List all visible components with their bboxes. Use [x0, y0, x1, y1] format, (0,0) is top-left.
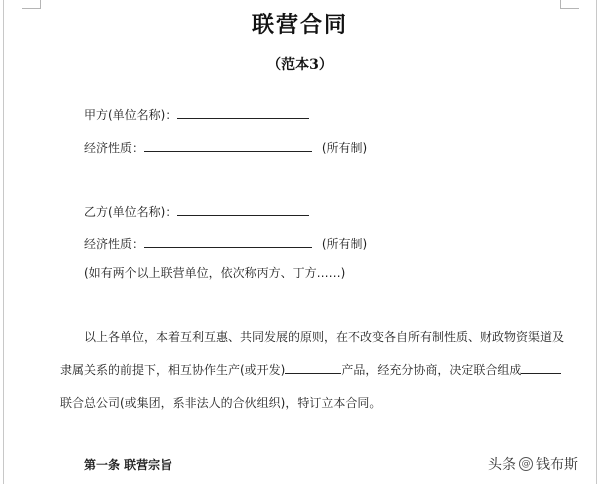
party-a-nature-label: 经济性质： [84, 141, 145, 155]
watermark-author: 钱布斯 [536, 457, 578, 473]
article-1-heading: 第一条 联营宗旨 [84, 458, 173, 472]
party-a-name-row [84, 106, 309, 123]
party-b-name-label: 乙方(单位名称)： [84, 205, 178, 219]
party-b-name-row [84, 203, 309, 220]
party-a-ownership-suffix: (所有制) [321, 141, 368, 155]
watermark-prefix: 头条 [488, 457, 516, 473]
company-name-blank[interactable] [521, 361, 561, 374]
party-b-name-blank[interactable] [177, 203, 309, 216]
preamble-line-2-start: 隶属关系的前提下，相互协作生产(或开发) [60, 363, 286, 377]
watermark [488, 454, 578, 474]
document-subtitle: （范本3） [267, 57, 333, 73]
party-a-nature-row [84, 139, 367, 156]
document-title: 联营合同 [251, 12, 348, 38]
party-b-nature-blank[interactable] [144, 235, 312, 248]
party-a-name-label: 甲方(单位名称)： [84, 108, 178, 122]
party-b-nature-label: 经济性质： [84, 237, 145, 251]
preamble-line-1: 以上各单位，本着互利互惠、共同发展的原则，在不改变各自所有制性质、财政物资渠道及 [84, 330, 565, 344]
preamble-line-3: 联合总公司(或集团，系非法人的合伙组织)，特订立本合同。 [60, 396, 382, 410]
product-blank[interactable] [285, 361, 341, 374]
party-b-nature-row [84, 235, 367, 252]
party-a-name-blank[interactable] [177, 106, 309, 119]
party-b-ownership-suffix: (所有制) [321, 237, 368, 251]
additional-parties-note: (如有两个以上联营单位，依次称丙方、丁方……) [84, 266, 346, 280]
preamble-line-2-mid: 产品，经充分协商，决定联合组成 [341, 363, 522, 377]
party-a-nature-blank[interactable] [144, 139, 312, 152]
preamble-line-2 [60, 361, 561, 378]
at-icon: @ [519, 457, 533, 471]
